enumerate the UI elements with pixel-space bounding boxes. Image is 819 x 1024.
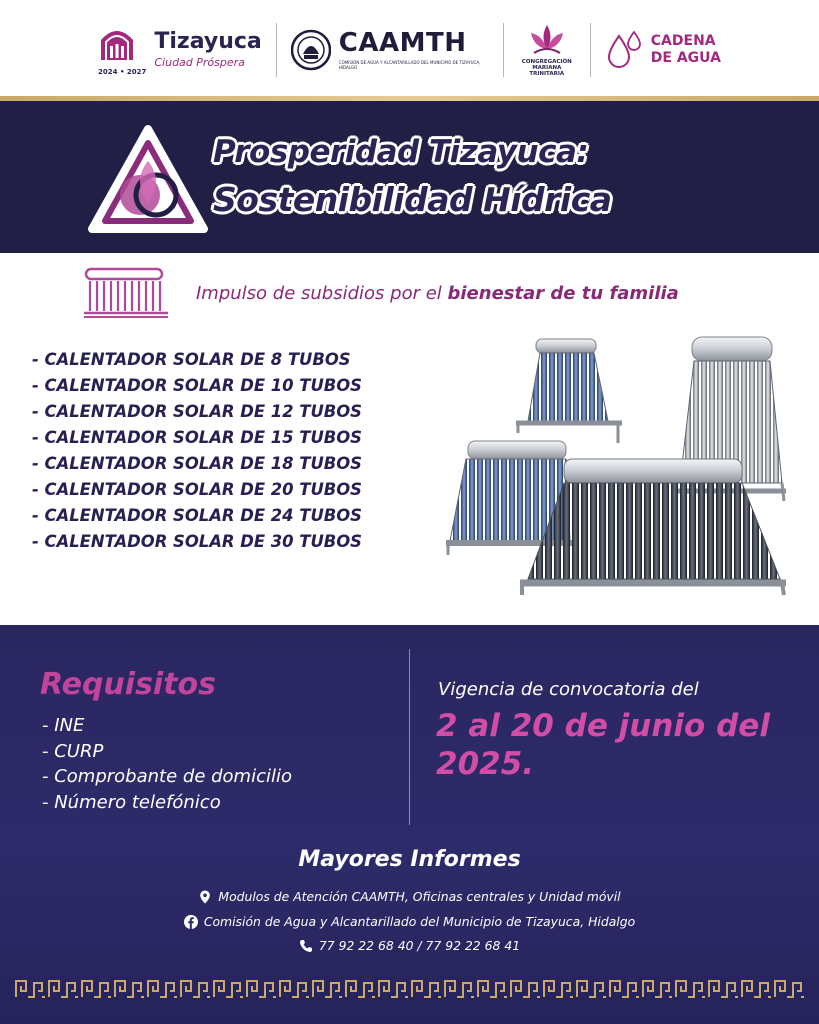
heater-list: [32, 347, 362, 555]
list-item: - CALENTADOR SOLAR DE 10 TUBOS: [32, 376, 362, 395]
subsidy-prefix: Impulso de subsidios por el: [196, 283, 448, 304]
list-item: - CALENTADOR SOLAR DE 15 TUBOS: [32, 428, 362, 447]
caamth-logo: [291, 28, 489, 72]
cadena-line1: CADENA: [650, 32, 716, 49]
caamth-seal-icon: [291, 28, 331, 72]
location-text: Modulos de Atención CAAMTH, Oficinas centrales y Unidad móvil: [218, 889, 621, 904]
info-title: Mayores Informes: [298, 847, 521, 872]
tizayuca-years: 2024 • 2027: [98, 68, 147, 76]
heaters-section: [0, 253, 819, 625]
validity-label: Vigencia de convocatoria del: [438, 679, 699, 700]
cadena-line2: DE AGUA: [650, 50, 721, 66]
title-line2: Sostenibilidad Hídrica: [213, 180, 612, 219]
subsidy-text: [196, 283, 679, 304]
lotus-flower-icon: [528, 23, 566, 57]
header-logos: [0, 0, 819, 100]
list-item: - CALENTADOR SOLAR DE 20 TUBOS: [32, 480, 362, 499]
decorative-border: [14, 975, 806, 999]
info-location: [0, 889, 819, 904]
list-item: - Comprobante de domicilio: [42, 766, 292, 787]
facebook-icon: [184, 915, 198, 929]
requirements-list: [42, 713, 292, 815]
divider: [503, 23, 504, 77]
trinity-emblem-icon: [88, 125, 208, 235]
requirements-title: Requisitos: [40, 667, 217, 702]
location-pin-icon: [198, 890, 212, 904]
congregacion-label: CONGREGACIÓN MARIANA TRINITARIA: [521, 58, 572, 78]
info-facebook: [0, 914, 819, 929]
cadena-de-agua-logo: [605, 30, 721, 70]
caamth-subtitle: COMISION DE AGUA Y ALCANTARILLADO DEL MUNICIPIO DE TIZAYUCA, HIDALGO: [338, 60, 481, 70]
tizayuca-subtitle: Ciudad Próspera: [154, 56, 245, 69]
tizayuca-arch-icon: [98, 24, 136, 62]
list-item: - CALENTADOR SOLAR DE 8 TUBOS: [32, 350, 351, 369]
solar-heater-icon: [80, 267, 172, 321]
list-item: - Número telefónico: [42, 791, 221, 813]
list-item: - CALENTADOR SOLAR DE 18 TUBOS: [32, 454, 362, 473]
phones-text: 77 92 22 68 40 / 77 92 22 68 41: [318, 938, 521, 953]
divider: [590, 23, 591, 77]
phone-icon: [299, 939, 313, 953]
vertical-divider: [409, 649, 410, 825]
list-item: - INE: [42, 715, 85, 736]
title-line1: Prosperidad Tizayuca:: [213, 134, 589, 170]
requirements-section: [0, 625, 819, 1024]
divider: [276, 23, 277, 77]
facebook-text: Comisión de Agua y Alcantarillado del Municipio de Tizayuca, Hidalgo: [203, 914, 636, 929]
info-phones: [0, 938, 819, 953]
validity-dates: 2 al 20 de junio del 2025.: [436, 708, 770, 782]
caamth-title: CAAMTH: [338, 28, 467, 58]
list-item: - CALENTADOR SOLAR DE 30 TUBOS: [32, 532, 362, 551]
water-drops-icon: [605, 30, 643, 70]
subsidy-highlight: bienestar de tu familia: [447, 283, 679, 304]
congregacion-logo: [518, 23, 576, 77]
tizayuca-title: Tizayuca: [154, 29, 262, 54]
list-item: - CURP: [42, 740, 104, 762]
tizayuca-emblem: [98, 24, 146, 76]
title-band: [0, 101, 819, 253]
tizayuca-logo: [98, 24, 262, 76]
list-item: - CALENTADOR SOLAR DE 24 TUBOS: [32, 506, 362, 525]
list-item: - CALENTADOR SOLAR DE 12 TUBOS: [32, 402, 362, 421]
